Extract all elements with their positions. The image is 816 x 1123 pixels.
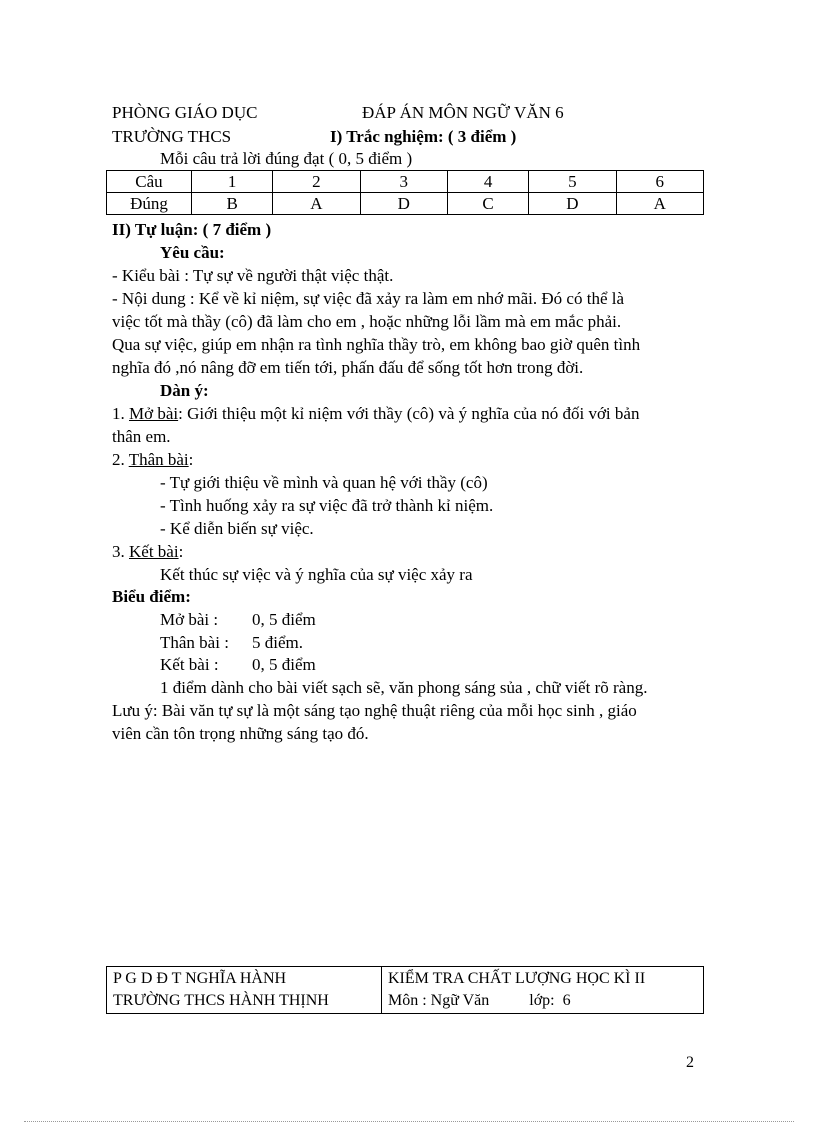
footer-exam-title: KIỂM TRA CHẤT LƯỢNG HỌC KÌ II: [388, 970, 646, 987]
outline-body-item: - Kể diễn biến sự việc.: [160, 519, 314, 538]
answer-cell: C: [447, 193, 528, 215]
question-cell: 3: [360, 171, 447, 193]
outline-intro-line: [112, 403, 639, 425]
score-part-label: Kết bài :: [160, 655, 219, 674]
answer-cell: A: [273, 193, 360, 215]
outline-body-item: - Tình huống xảy ra sự việc đã trở thành kỉ niệm.: [160, 496, 494, 515]
answer-cell: B: [192, 193, 273, 215]
section-2-heading: II) Tự luận: ( 7 điểm ): [112, 220, 272, 239]
document-title: ĐÁP ÁN MÔN NGỮ VĂN 6: [362, 103, 564, 122]
score-value: 0, 5 điểm: [252, 655, 316, 674]
question-cell: 4: [447, 171, 528, 193]
outline-end-colon: :: [178, 542, 184, 561]
footer-left-cell: [107, 967, 382, 1014]
outline-body-line: [112, 449, 193, 471]
requirements-heading: Yêu cầu:: [160, 243, 225, 262]
page-number: 2: [686, 1054, 694, 1071]
score-part-label: Thân bài :: [160, 633, 229, 652]
outline-end-line: [112, 541, 183, 563]
scoring-heading: Biểu điểm:: [112, 587, 191, 606]
row-label-answer: Đúng: [107, 193, 192, 215]
outline-heading: Dàn ý:: [160, 381, 209, 400]
score-value: 5 điểm.: [252, 633, 303, 652]
school-name: TRƯỜNG THCS: [112, 127, 232, 146]
requirement-type: - Kiểu bài : Tự sự về người thật việc thật.: [112, 266, 394, 285]
outline-end-number: 3.: [112, 542, 129, 561]
question-cell: 2: [273, 171, 360, 193]
score-value: 0, 5 điểm: [252, 610, 316, 629]
footer-department: P G D Đ T NGHĨA HÀNH: [113, 970, 287, 987]
outline-body-number: 2.: [112, 450, 129, 469]
outline-intro-text-cont: thân em.: [112, 427, 171, 446]
footer-subject-grade: Môn : Ngữ Văn lớp: 6: [388, 992, 571, 1009]
note-line: viên cần tôn trọng những sáng tạo đó.: [112, 724, 369, 743]
outline-intro-label: Mở bài: [129, 404, 179, 423]
requirement-content-line: nghĩa đó ,nó nâng đỡ em tiến tới, phấn đấu để sống tốt hơn trong đời.: [112, 358, 584, 377]
note-line: Lưu ý: Bài văn tự sự là một sáng tạo nghệ thuật riêng của mỗi học sinh , giáo: [112, 701, 637, 720]
requirement-content-line: Qua sự việc, giúp em nhận ra tình nghĩa thầy trò, em không bao giờ quên tình: [112, 335, 641, 354]
row-label-question: Câu: [107, 171, 192, 193]
question-cell: 6: [616, 171, 703, 193]
footer-school: TRƯỜNG THCS HÀNH THỊNH: [113, 992, 329, 1009]
answer-cell: D: [360, 193, 447, 215]
outline-end-label: Kết bài: [129, 542, 179, 561]
answer-cell: D: [529, 193, 616, 215]
answer-table: [106, 170, 704, 215]
outline-intro-text: : Giới thiệu một kỉ niệm với thầy (cô) và ý nghĩa của nó đối với bản: [178, 404, 640, 423]
answer-cell: A: [616, 193, 703, 215]
page-bottom-divider: [24, 1121, 794, 1122]
outline-end-text: Kết thúc sự việc và ý nghĩa của sự việc xảy ra: [160, 565, 473, 584]
question-row: [107, 171, 704, 193]
outline-body-colon: :: [188, 450, 194, 469]
next-exam-header-box: [106, 966, 704, 1014]
scoring-note: Mỗi câu trả lời đúng đạt ( 0, 5 điểm ): [160, 149, 413, 168]
bonus-point-note: 1 điểm dành cho bài viết sạch sẽ, văn phong sáng sủa , chữ viết rõ ràng.: [160, 678, 648, 697]
outline-intro-number: 1.: [112, 404, 129, 423]
score-part-label: Mở bài :: [160, 610, 219, 629]
footer-right-cell: [382, 967, 704, 1014]
department-name: PHÒNG GIÁO DỤC: [112, 103, 258, 122]
section-1-heading: I) Trắc nghiệm: ( 3 điểm ): [330, 127, 517, 146]
requirement-content-line: việc tốt mà thầy (cô) đã làm cho em , hoặc những lỗi lầm mà em mắc phải.: [112, 312, 622, 331]
question-cell: 5: [529, 171, 616, 193]
answer-row: [107, 193, 704, 215]
requirement-content-line: - Nội dung : Kể về kỉ niệm, sự việc đã xảy ra làm em nhớ mãi. Đó có thể là: [112, 289, 625, 308]
question-cell: 1: [192, 171, 273, 193]
outline-body-item: - Tự giới thiệu về mình và quan hệ với thầy (cô): [160, 473, 488, 492]
outline-body-label: Thân bài: [128, 450, 189, 469]
